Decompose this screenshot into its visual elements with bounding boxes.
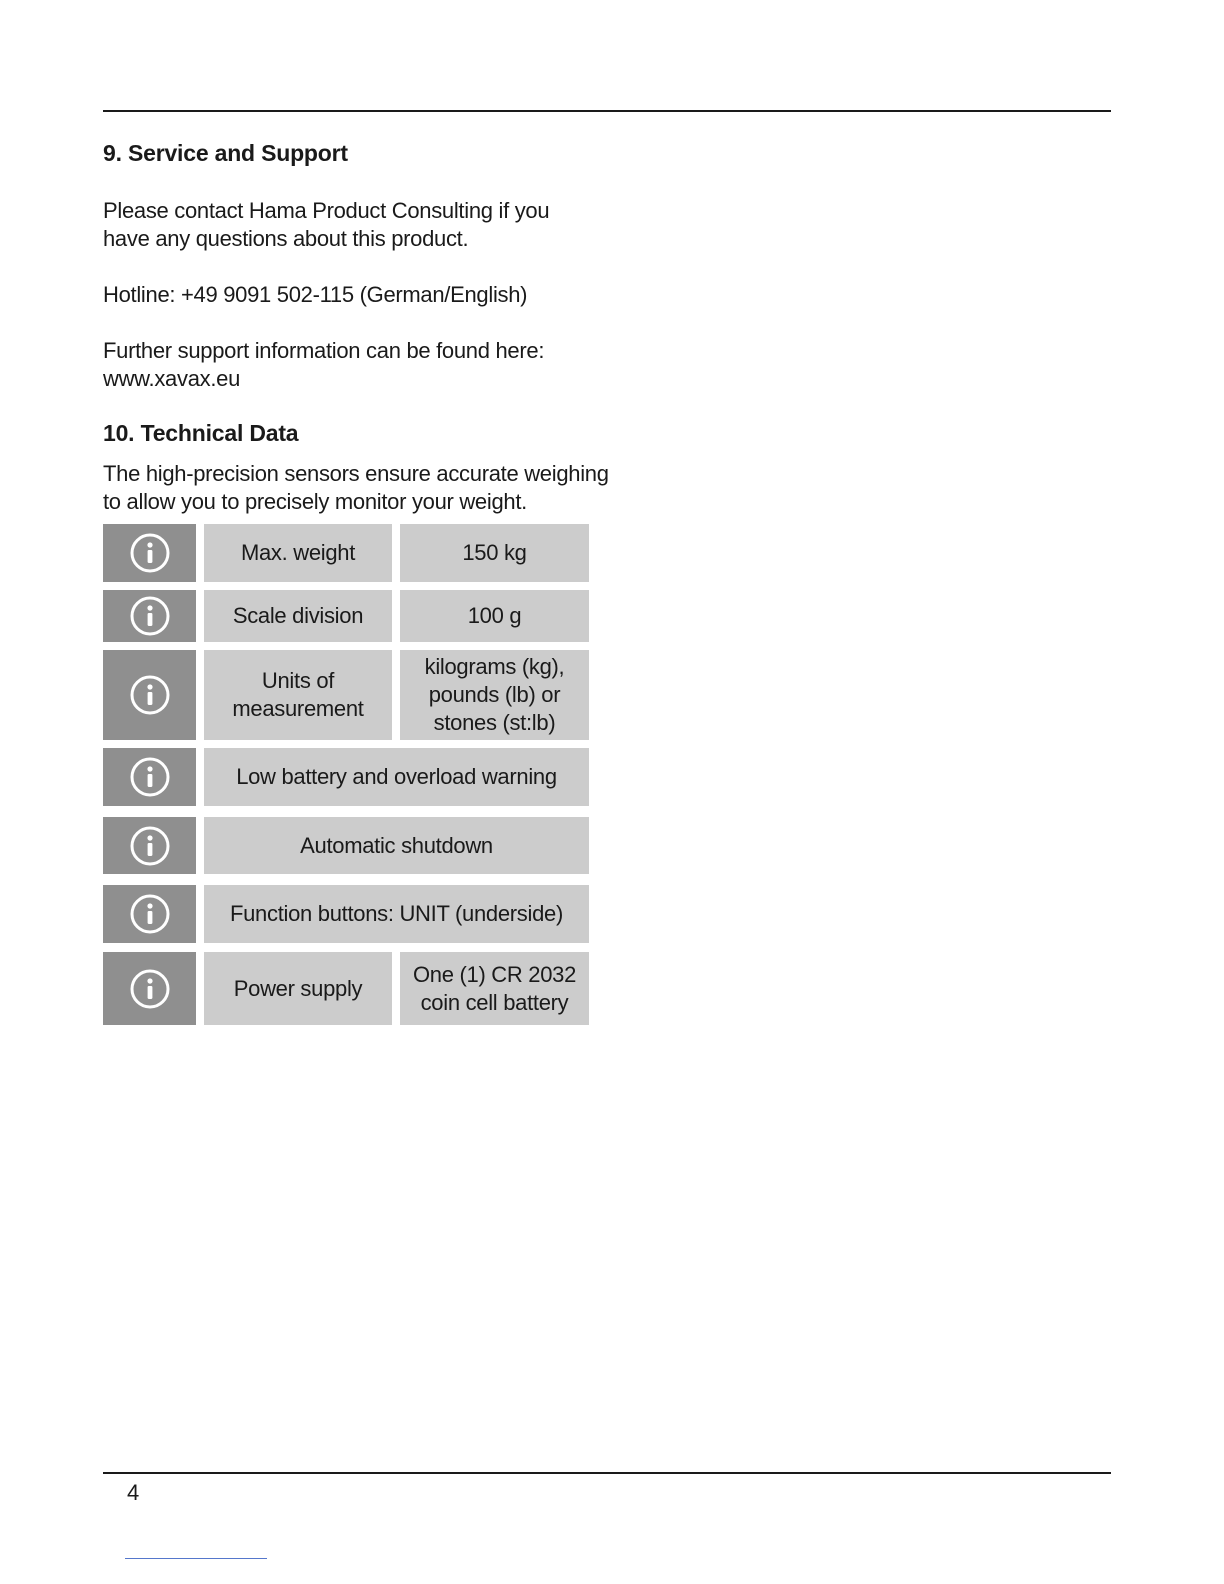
section-10-heading: 10. Technical Data [103, 420, 299, 446]
spec-value: One (1) CR 2032 coin cell battery [400, 952, 589, 1025]
info-icon [103, 885, 196, 943]
spec-label: Power supply [204, 952, 392, 1025]
info-icon [103, 590, 196, 642]
info-icon [103, 748, 196, 806]
spec-feature: Function buttons: UNIT (underside) [204, 885, 589, 943]
technical-intro: The high-precision sensors ensure accurate weighing to allow you to precisely monitor your weight. [103, 461, 609, 514]
top-rule [103, 110, 1111, 112]
spec-label: Units of measurement [204, 650, 392, 740]
table-row [103, 590, 589, 642]
table-row [103, 885, 589, 943]
bottom-rule [103, 1472, 1111, 1474]
info-icon [103, 650, 196, 740]
spec-value: 150 kg [400, 524, 589, 582]
support-url[interactable]: www.xavax.eu [103, 366, 241, 391]
link-underline [125, 1558, 267, 1559]
section-9-intro: Please contact Hama Product Consulting if you have any questions about this product. [103, 198, 550, 251]
spec-label: Max. weight [204, 524, 392, 582]
spec-feature: Low battery and overload warning [204, 748, 589, 806]
spec-value: 100 g [400, 590, 589, 642]
table-row [103, 817, 589, 874]
hotline-text: Hotline: +49 9091 502-115 (German/English) [103, 282, 528, 307]
info-icon [103, 817, 196, 874]
table-row [103, 952, 589, 1025]
table-row [103, 748, 589, 806]
spec-feature: Automatic shutdown [204, 817, 589, 874]
page-number: 4 [127, 1480, 140, 1505]
section-9-heading: 9. Service and Support [103, 140, 348, 166]
support-info: Further support information can be found here: www.xavax.eu [103, 338, 545, 391]
info-icon [103, 952, 196, 1025]
spec-value: kilograms (kg), pounds (lb) or stones (st:lb) [400, 650, 589, 740]
info-icon [103, 524, 196, 582]
spec-label: Scale division [204, 590, 392, 642]
table-row [103, 650, 589, 740]
table-row [103, 524, 589, 582]
